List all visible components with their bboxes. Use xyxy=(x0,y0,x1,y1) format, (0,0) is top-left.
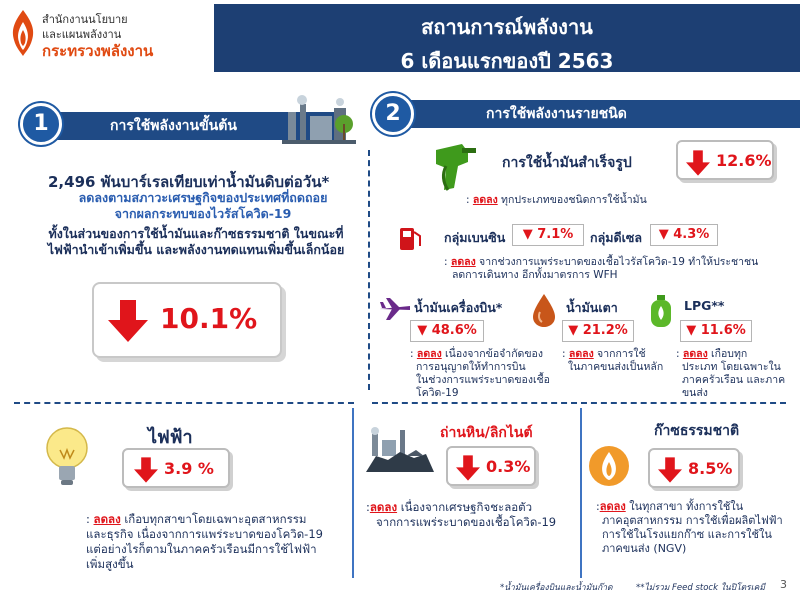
natural-gas-value: 8.5% xyxy=(688,459,733,478)
oil-value-box xyxy=(676,140,774,180)
diesel-value: ▼ 4.3% xyxy=(650,224,718,246)
logo-line2: และแผนพลังงาน xyxy=(42,28,122,41)
lpg-note-prefix: ลดลง xyxy=(682,348,708,360)
electricity-value: 3.9 % xyxy=(164,459,214,478)
down-arrow-icon xyxy=(686,150,710,176)
section1-number-badge xyxy=(20,103,62,145)
oil-note-prefix: ลดลง xyxy=(472,194,498,206)
footnote-jet: *น้ำมันเครื่องบินและน้ำมันก๊าด xyxy=(500,583,613,593)
coal-note-line1: เนื่องจากเศรษฐกิจชะลอตัว xyxy=(397,500,533,514)
page-title-line1: สถานการณ์พลังงาน xyxy=(421,15,593,39)
fuel-oil-note-prefix: ลดลง xyxy=(568,348,594,360)
section2-header xyxy=(378,100,800,128)
title-bar xyxy=(214,4,800,72)
coal-note: :ลดลง เนื่องจากเศรษฐกิจชะลอตัว จากการแพร่ระบาดของเชื้อโควิด-19 xyxy=(366,500,557,529)
reason-line2: จากผลกระทบของไวรัสโควิด-19 xyxy=(114,206,292,221)
fuel-oil-note-line2: ในภาคขนส่งเป็นหลัก xyxy=(568,361,664,373)
diesel-label: กลุ่มดีเซล xyxy=(590,230,643,245)
gas-note-line2: ลดการเดินทาง อีกทั้งมาตรการ WFH xyxy=(452,269,618,281)
natural-gas-note-line2: ภาคอุตสาหกรรม การใช้เพื่อผลิตไฟฟ้า xyxy=(602,514,783,527)
page-title-line2: 6 เดือนแรกของปี 2563 xyxy=(400,49,614,73)
jet-note-line2: การอนุญาตให้ทำการบิน xyxy=(416,361,526,373)
natural-gas-note: :ลดลง ในทุกสาขา ทั้งการใช้ใน ภาคอุตสาหกรรม การใช้เพื่อผลิตไฟฟ้า การใช้ในโรงแยกก๊าซ และการใช้ใน ภาคขนส่ง (NGV) xyxy=(596,500,783,555)
lpg-note-line2: ประเภท โดยเฉพาะใน xyxy=(682,361,781,373)
primary-energy-value-box xyxy=(92,282,282,358)
jet-note: : ลดลง เนื่องจากข้อจำกัดของ การอนุญาตให้ทำการบิน ในช่วงการแพร่ระบาดของเชื้อ โควิด-19 xyxy=(410,348,550,399)
electricity-note-line4: เพิ่มสูงขึ้น xyxy=(86,557,134,571)
flame-logo-icon xyxy=(8,8,38,58)
lpg-value: ▼ 11.6% xyxy=(680,320,752,342)
fuel-oil-label: น้ำมันเตา xyxy=(566,300,618,315)
ministry-logo xyxy=(6,4,212,70)
divider-right xyxy=(372,402,786,404)
jet-value: ▼ 48.6% xyxy=(410,320,484,342)
coal-value: 0.3% xyxy=(486,457,531,476)
primary-energy-reason xyxy=(48,190,358,222)
coal-note-line2: จากการแพร่ระบาดของเชื้อโควิด-19 xyxy=(376,515,557,529)
lpg-label: LPG** xyxy=(684,298,725,313)
electricity-value-box xyxy=(122,448,230,488)
down-arrow-icon xyxy=(456,455,480,481)
electricity-note-line1: เกือบทุกสาขาโดยเฉพาะอุตสาหกรรม xyxy=(120,512,307,526)
logo-line3: กระทรวงพลังงาน xyxy=(42,42,154,60)
section2-title: การใช้พลังงานรายชนิด xyxy=(486,106,627,122)
natural-gas-note-line3: การใช้ในโรงแยกก๊าซ และการใช้ใน xyxy=(602,528,772,541)
down-arrow-icon xyxy=(658,457,682,483)
section1-title: การใช้พลังงานขั้นต้น xyxy=(110,118,237,134)
primary-energy-value: 10.1% xyxy=(160,302,258,335)
logo-line1: สำนักงานนโยบาย xyxy=(42,13,128,26)
divider-left xyxy=(14,402,354,404)
light-bulb-icon xyxy=(40,424,94,490)
natural-gas-note-line4: ภาคขนส่ง (NGV) xyxy=(602,542,687,555)
page-number: 3 xyxy=(780,578,787,591)
section1-number: 1 xyxy=(33,111,49,136)
electricity-note-line3: แต่อย่างไรก็ตามในภาคครัวเรือนมีการใช้ไฟฟ้า xyxy=(86,542,317,556)
footnote-lpg: **ไม่รวม Feed stock ในปิโตรเคมี xyxy=(636,583,765,593)
gas-diesel-note: : ลดลง จากช่วงการแพร่ระบาดของเชื้อไวรัสโควิด-19 ทำให้ประชาชน ลดการเดินทาง อีกทั้งมาตรการ WFH xyxy=(444,256,759,281)
down-arrow-icon xyxy=(134,457,158,483)
gas-pump-icon xyxy=(398,224,424,252)
fuel-oil-note: : ลดลง จากการใช้ ในภาคขนส่งเป็นหลัก xyxy=(562,348,664,373)
jet-note-prefix: ลดลง xyxy=(416,348,442,360)
section2-number: 2 xyxy=(385,101,401,126)
separator-coal-gas xyxy=(580,408,582,578)
gas-flame-icon xyxy=(588,444,630,488)
lpg-note-line1: เกือบทุก xyxy=(707,348,748,360)
reason-line1: ลดลงตามสภาวะเศรษฐกิจของประเทศที่ถดถอย xyxy=(78,190,328,205)
oil-label: การใช้น้ำมันสำเร็จรูป xyxy=(502,155,632,171)
detail-line1: ทั้งในส่วนของการใช้น้ำมันและก๊าซธรรมชาติ ในขณะที่ xyxy=(48,226,344,241)
detail-line2: ไฟฟ้านำเข้าเพิ่มขึ้น และพลังงานทดแทนเพิ่มขึ้นเล็กน้อย xyxy=(47,242,345,257)
oil-note-text: ทุกประเภทของชนิดการใช้น้ำมัน xyxy=(497,194,647,206)
gas-note-prefix: ลดลง xyxy=(450,256,476,268)
lpg-note-line3: ภาคครัวเรือน และภาค xyxy=(682,374,786,386)
gas-note-line1: จากช่วงการแพร่ระบาดของเชื้อไวรัสโควิด-19 ทำให้ประชาชน xyxy=(475,256,759,268)
separator-electricity-coal xyxy=(352,408,354,578)
down-arrow-icon xyxy=(108,300,148,342)
jet-note-line1: เนื่องจากข้อจำกัดของ xyxy=(441,348,543,360)
primary-energy-detail xyxy=(26,226,366,258)
airplane-icon xyxy=(378,296,412,322)
oil-note: : ลดลง ทุกประเภทของชนิดการใช้น้ำมัน xyxy=(466,194,647,206)
lpg-note: : ลดลง เกือบทุก ประเภท โดยเฉพาะใน ภาคครัวเรือน และภาค ขนส่ง xyxy=(676,348,786,399)
oil-value: 12.6% xyxy=(716,151,772,170)
jet-label: น้ำมันเครื่องบิน* xyxy=(414,300,503,315)
natural-gas-value-box xyxy=(648,448,740,488)
natural-gas-label: ก๊าซธรรมชาติ xyxy=(654,423,740,439)
coal-mine-icon xyxy=(366,426,434,472)
lpg-note-line4: ขนส่ง xyxy=(682,387,708,399)
coal-note-prefix: ลดลง xyxy=(369,500,398,514)
coal-value-box xyxy=(446,446,536,486)
coal-label: ถ่านหิน/ลิกไนต์ xyxy=(440,425,533,441)
fuel-nozzle-icon xyxy=(432,138,478,194)
section2-number-badge xyxy=(372,93,414,135)
power-plant-icon xyxy=(282,94,356,144)
oil-drop-icon xyxy=(530,292,558,328)
primary-energy-headline: 2,496 พันบาร์เรลเทียบเท่าน้ำมันดิบต่อวัน* xyxy=(48,173,330,191)
fuel-oil-note-line1: จากการใช้ xyxy=(593,348,646,360)
electricity-note: : ลดลง เกือบทุกสาขาโดยเฉพาะอุตสาหกรรม และธุรกิจ เนื่องจากการแพร่ระบาดของโควิด-19 แต่อย่างไรก็ตามในภาคครัวเรือนมีการใช้ไฟฟ้า เพิ่มสูงขึ้น xyxy=(86,512,323,571)
gasoline-value: ▼ 7.1% xyxy=(512,224,584,246)
lpg-tank-icon xyxy=(648,294,674,328)
jet-note-line4: โควิด-19 xyxy=(416,387,459,399)
electricity-note-prefix: ลดลง xyxy=(93,512,121,526)
natural-gas-note-prefix: ลดลง xyxy=(599,500,626,513)
fuel-oil-value: ▼ 21.2% xyxy=(562,320,634,342)
electricity-note-line2: และธุรกิจ เนื่องจากการแพร่ระบาดของโควิด-19 xyxy=(86,527,323,541)
gasoline-label: กลุ่มเบนซิน xyxy=(444,230,506,245)
electricity-label: ไฟฟ้า xyxy=(148,427,193,448)
natural-gas-note-line1: ในทุกสาขา ทั้งการใช้ใน xyxy=(625,500,744,513)
section-divider xyxy=(368,150,370,390)
jet-note-line3: ในช่วงการแพร่ระบาดของเชื้อ xyxy=(416,374,550,386)
